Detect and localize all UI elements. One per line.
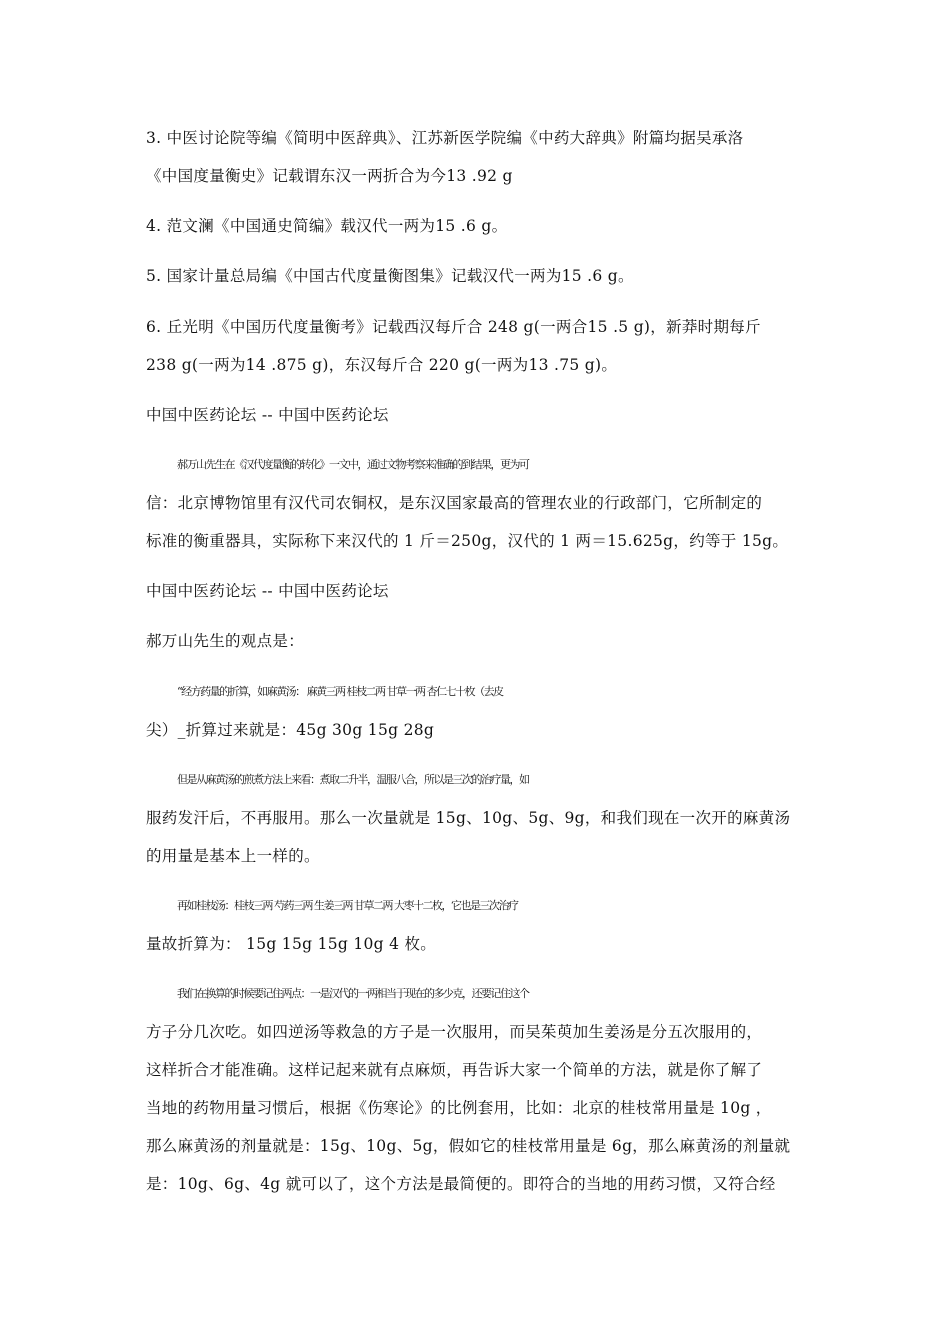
text-line: 3. 中医讨论院等编《简明中医辞典》、江苏新医学院编《中药大辞典》附篇均据吴承洛	[146, 129, 744, 147]
text-line: 这样折合才能准确。这样记起来就有点麻烦，再告诉大家一个简单的方法，就是你了解了	[146, 1061, 763, 1079]
text-line: 尖）_折算过来就是：45g 30g 15g 28g	[146, 721, 435, 739]
text-line: 中国中医药论坛 -- 中国中医药论坛	[146, 582, 389, 600]
text-line: 4. 范文澜《中国通史简编》载汉代一两为15 .6 g。	[146, 217, 508, 235]
text-line: 当地的药物用量习惯后，根据《伤寒论》的比例套用，比如：北京的桂枝常用量是 10g ，	[146, 1099, 772, 1117]
text-line: 中国中医药论坛 -- 中国中医药论坛	[146, 406, 389, 424]
text-line: 标准的衡重器具，实际称下来汉代的 1 斤＝250g，汉代的 1 两＝15.625g，约等于 15g。	[146, 532, 789, 550]
text-line: 《中国度量衡史》记载谓东汉一两折合为今13 .92 g	[146, 167, 513, 185]
text-line: 那么麻黄汤的剂量就是：15g、10g、5g，假如它的桂枝常用量是 6g，那么麻黄汤的剂量就	[146, 1137, 791, 1155]
text-line: 238 g(一两为14 .875 g)，东汉每斤合 220 g(一两为13 .75 g)。	[146, 356, 618, 374]
text-line: “经方药量的折算，如麻黄汤： 麻黄三两 桂枝二两 甘草一两 杏仁七十枚（去皮	[177, 685, 503, 698]
text-line: 郝万山先生的观点是：	[146, 632, 305, 650]
text-line: 我们在换算的时候要记住两点：一是汉代的一两相当于现在的多少克，还要记住这个	[177, 987, 529, 1000]
text-line: 是：10g、6g、4g 就可以了，这个方法是最简便的。即符合的当地的用药习惯，又符合经	[146, 1175, 776, 1193]
text-line: 但是从麻黄汤的煎煮方法上来看：煮取二升半，温服八合，所以是三次的治疗量，如	[177, 773, 529, 786]
text-line: 郝万山先生在《汉代度量衡的转化》一文中，通过文物考察来准确的到结果，更为可	[177, 458, 529, 471]
text-line: 量故折算为： 15g 15g 15g 10g 4 枚。	[146, 935, 437, 953]
text-line: 方子分几次吃。如四逆汤等救急的方子是一次服用，而吴茱萸加生姜汤是分五次服用的，	[146, 1023, 763, 1041]
text-line: 服药发汗后，不再服用。那么一次量就是 15g、10g、5g、9g，和我们现在一次开的麻黄汤	[146, 809, 791, 827]
text-line: 的用量是基本上一样的。	[146, 847, 320, 865]
text-line: 6. 丘光明《中国历代度量衡考》记载西汉每斤合 248 g(一两合15 .5 g)，新莽时期每斤	[146, 318, 761, 336]
text-line: 5. 国家计量总局编《中国古代度量衡图集》记载汉代一两为15 .6 g。	[146, 267, 634, 285]
text-line: 再如桂枝汤：桂枝三两 芍药三两 生姜三两 甘草二两 大枣十二枚，它也是三次治疗	[177, 899, 518, 912]
text-line: 信：北京博物馆里有汉代司农铜权，是东汉国家最高的管理农业的行政部门，它所制定的	[146, 494, 763, 512]
